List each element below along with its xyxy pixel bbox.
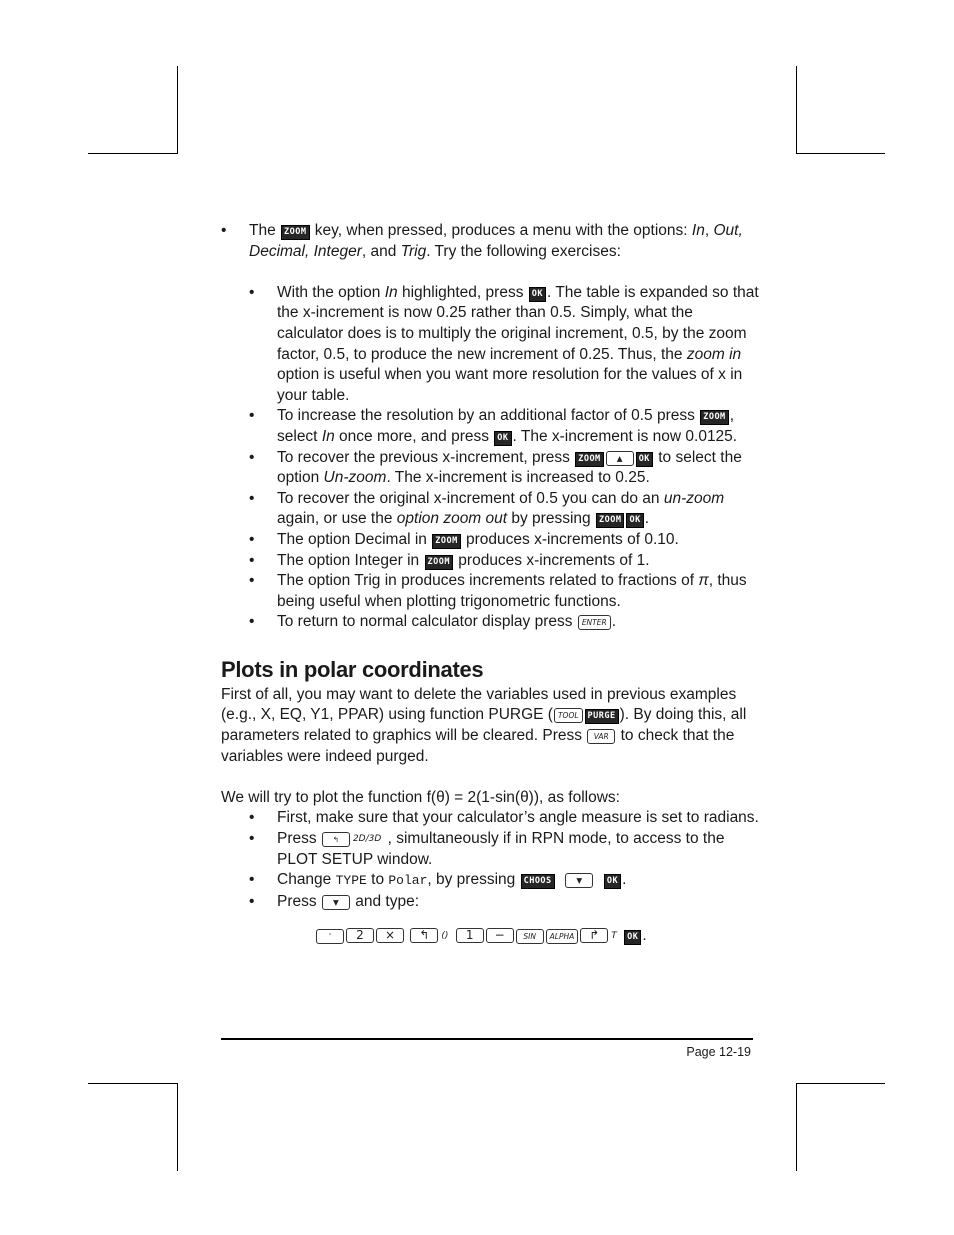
intro-bullet: • The ZOOM key, when pressed, produces a menu with the options: In, Out, Decimal, Integer, and Trig. Try the following exercises:: [221, 221, 761, 262]
t-label: T: [611, 931, 617, 942]
left-shift-key: ↰: [322, 832, 350, 847]
paren-label: (): [441, 931, 449, 942]
right-shift-key: ↱: [580, 928, 608, 943]
list-item: • To return to normal calculator display press ENTER .: [249, 612, 761, 633]
crop-mark: [88, 153, 177, 154]
ok-softkey: OK: [604, 874, 621, 889]
page-number: Page 12-19: [686, 1045, 751, 1059]
alpha-key: ALPHA: [546, 929, 579, 944]
list-item: • Change TYPE to Polar, by pressing CHOOS ▼ OK .: [249, 870, 761, 892]
two-key: 2: [346, 928, 374, 943]
2d3d-label: 2D/3D: [352, 834, 382, 845]
ok-softkey: OK: [494, 431, 511, 446]
paragraph: We will try to plot the function f(θ) = 2(1-sin(θ)), as follows:: [221, 788, 620, 806]
list-item: • To recover the previous x-increment, press ZOOM ▲ OK to select the option Un-zoom. The x-increment is increased to 0.25.: [249, 448, 761, 489]
list-item: • To increase the resolution by an additional factor of 0.5 press ZOOM , select In once more, and press OK . The x-increment is now 0.0125.: [249, 406, 761, 447]
tool-key: TOOL: [554, 708, 583, 723]
keystroke-sequence: ' 2 × ↰ () 1 − SIN ALPHA ↱ T OK .: [221, 926, 761, 947]
list-item: • The option Integer in ZOOM produces x-increments of 1.: [249, 551, 761, 572]
crop-mark: [796, 66, 797, 154]
left-shift-key: ↰: [410, 928, 438, 943]
list-item: • First, make sure that your calculator’s angle measure is set to radians.: [249, 808, 761, 829]
list-item: • The option Decimal in ZOOM produces x-increments of 0.10.: [249, 530, 761, 551]
var-key: VAR: [587, 729, 615, 744]
one-key: 1: [456, 928, 484, 943]
enter-key: ENTER: [578, 615, 611, 630]
minus-key: −: [486, 928, 514, 943]
crop-mark: [88, 1083, 177, 1084]
ok-softkey: OK: [529, 287, 546, 302]
purge-softkey: PURGE: [585, 709, 619, 724]
sin-key: SIN: [516, 929, 544, 944]
tick-key: ': [316, 929, 344, 944]
ok-softkey: OK: [624, 930, 641, 945]
crop-mark: [177, 66, 178, 154]
ok-softkey: OK: [636, 452, 653, 467]
zoom-softkey: ZOOM: [596, 513, 624, 528]
down-arrow-key: ▼: [322, 895, 350, 910]
zoom-softkey: ZOOM: [700, 410, 728, 425]
down-arrow-key: ▼: [565, 873, 593, 888]
list-item: • Press ↰ 2D/3D , simultaneously if in RPN mode, to access to the PLOT SETUP window.: [249, 829, 761, 870]
crop-mark: [796, 1083, 797, 1171]
zoom-softkey: ZOOM: [425, 555, 453, 570]
list-item: • The option Trig in produces increments related to fractions of π, thus being useful when plotting trigonometric functions.: [249, 571, 761, 612]
ok-softkey: OK: [626, 513, 643, 528]
paragraph: First of all, you may want to delete the variables used in previous examples (e.g., X, EQ, Y1, PPAR) using function PURGE ( TOOL PURGE ). By doing this, all parameters related to graphics will be cleared. Press VAR to check that the variables were indeed purged.: [221, 685, 747, 765]
footer-rule: [221, 1038, 753, 1040]
crop-mark: [796, 1083, 885, 1084]
times-key: ×: [376, 928, 404, 943]
up-arrow-key: ▲: [606, 451, 634, 466]
zoom-softkey: ZOOM: [432, 534, 460, 549]
list-item: • Press ▼ and type:: [249, 892, 761, 913]
zoom-softkey: ZOOM: [575, 452, 603, 467]
zoom-softkey: ZOOM: [281, 225, 309, 240]
list-item: • With the option In highlighted, press OK . The table is expanded so that the x-increment is now 0.25 rather than 0.5. Simply, what the calculator does is to multiply the original increment, 0.5, by the zoom factor, 0.5, to produce the new increment of 0.25. Thus, the zoom in option is useful when you want more resolution for the values of x in your table.: [249, 283, 761, 407]
list-item: • To recover the original x-increment of 0.5 you can do an un-zoom again, or use the option zoom out by pressing ZOOM OK .: [249, 489, 761, 530]
section-heading: Plots in polar coordinates: [221, 656, 484, 682]
choose-softkey: CHOOS: [521, 874, 555, 889]
crop-mark: [177, 1083, 178, 1171]
crop-mark: [796, 153, 885, 154]
page-content: [221, 221, 761, 947]
